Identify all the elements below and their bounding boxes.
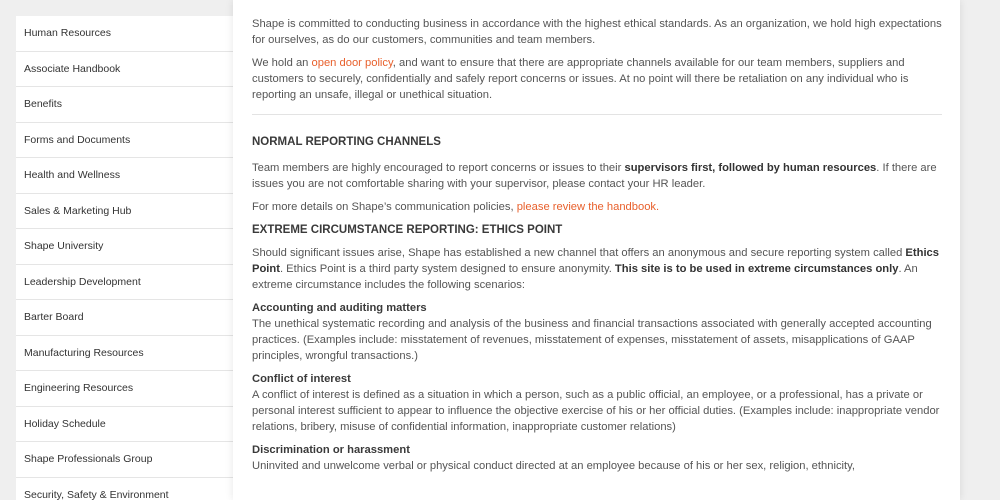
sidebar-item-engineering-resources[interactable]: Engineering Resources [16, 371, 233, 407]
sidebar-item-shape-university[interactable]: Shape University [16, 229, 233, 265]
open-door-paragraph [252, 55, 942, 103]
section-divider [252, 114, 942, 115]
normal-reporting-heading: NORMAL REPORTING CHANNELS [252, 136, 441, 148]
extreme-circumstances-notice: This site is to be used in extreme circumstances only [614, 263, 899, 275]
sidebar-item-forms-and-documents[interactable]: Forms and Documents [16, 123, 233, 159]
sidebar-nav [16, 16, 233, 500]
scenario-description: Uninvited and unwelcome verbal or physical conduct directed at an employee because of his or her sex, religion, ethnicity, [252, 460, 856, 472]
sidebar-item-associate-handbook[interactable]: Associate Handbook [16, 52, 233, 88]
scenario-title: Discrimination or harassment [252, 444, 410, 456]
sidebar-item-sales-marketing-hub[interactable]: Sales & Marketing Hub [16, 194, 233, 230]
sidebar-menu [16, 16, 233, 500]
main-content-panel [233, 0, 960, 500]
scenario-title: Accounting and auditing matters [252, 302, 427, 314]
review-handbook-link[interactable]: please review the handbook. [516, 201, 660, 213]
supervisor-text-before: Team members are highly encouraged to report concerns or issues to their [252, 162, 625, 174]
ethics-point-name: Ethics Point [252, 247, 939, 275]
ethics-text-c: . Ethics Point is a third party system designed to ensure anonymity. [279, 263, 615, 275]
sidebar-item-manufacturing-resources[interactable]: Manufacturing Resources [16, 336, 233, 372]
sidebar-item-benefits[interactable]: Benefits [16, 87, 233, 123]
handbook-text-before: For more details on Shape’s communication policies, [252, 201, 517, 213]
scenario-accounting [252, 300, 942, 364]
sidebar-item-human-resources[interactable]: Human Resources [16, 16, 233, 52]
supervisor-text-after: . If there are issues you are not comfortable sharing with your supervisor, please contact your HR leader. [252, 162, 937, 190]
scenario-title: Conflict of interest [252, 373, 351, 385]
extreme-reporting-heading: EXTREME CIRCUMSTANCE REPORTING: ETHICS POINT [252, 224, 563, 236]
open-door-text-before: We hold an [252, 57, 312, 69]
ethics-text-e: . An extreme circumstance includes the following scenarios: [252, 263, 918, 291]
ethics-point-paragraph [252, 245, 942, 293]
scenario-conflict-of-interest [252, 371, 942, 435]
sidebar-item-shape-professionals-group[interactable]: Shape Professionals Group [16, 442, 233, 478]
scenario-description: A conflict of interest is defined as a situation in which a person, such as a public official, an employee, or a professional, has a private or personal interest sufficient to appear to influence the objective exercise of his or her official duties. (Examples include: inappropriate vendor relations, bribery, misuse of confidential information, inappropriate customer relations) [252, 389, 940, 433]
handbook-paragraph [252, 199, 942, 215]
open-door-text-after: , and want to ensure that there are appropriate channels available for our team members, suppliers and customers to securely, confidentially and safely report concerns or issues. At no point will there be retaliation on any individual who is reporting an unsafe, illegal or unethical situation. [252, 57, 909, 101]
scenario-discrimination [252, 442, 942, 474]
supervisor-text-bold: supervisors first, followed by human resources [624, 162, 877, 174]
intro-paragraph: Shape is committed to conducting business in accordance with the highest ethical standards. As an organization, we hold high expectations for ourselves, as do our customers, communities and team members. [252, 18, 942, 46]
ethics-text-a: Should significant issues arise, Shape has established a new channel that offers an anonymous and secure reporting system called [252, 247, 906, 259]
sidebar-item-holiday-schedule[interactable]: Holiday Schedule [16, 407, 233, 443]
open-door-policy-link[interactable]: open door policy [311, 57, 393, 69]
sidebar-item-security-safety-environment[interactable]: Security, Safety & Environment [16, 478, 233, 500]
article-body [252, 16, 942, 481]
sidebar-item-barter-board[interactable]: Barter Board [16, 300, 233, 336]
sidebar-item-leadership-development[interactable]: Leadership Development [16, 265, 233, 301]
supervisor-paragraph [252, 160, 942, 192]
sidebar-item-health-and-wellness[interactable]: Health and Wellness [16, 158, 233, 194]
scenario-description: The unethical systematic recording and analysis of the business and financial transactions associated with generally accepted accounting practices. (Examples include: misstatement of revenues, misstatement of expenses, misstatement of assets, misapplications of GAAP principles, wrongful transactions.) [252, 318, 932, 362]
